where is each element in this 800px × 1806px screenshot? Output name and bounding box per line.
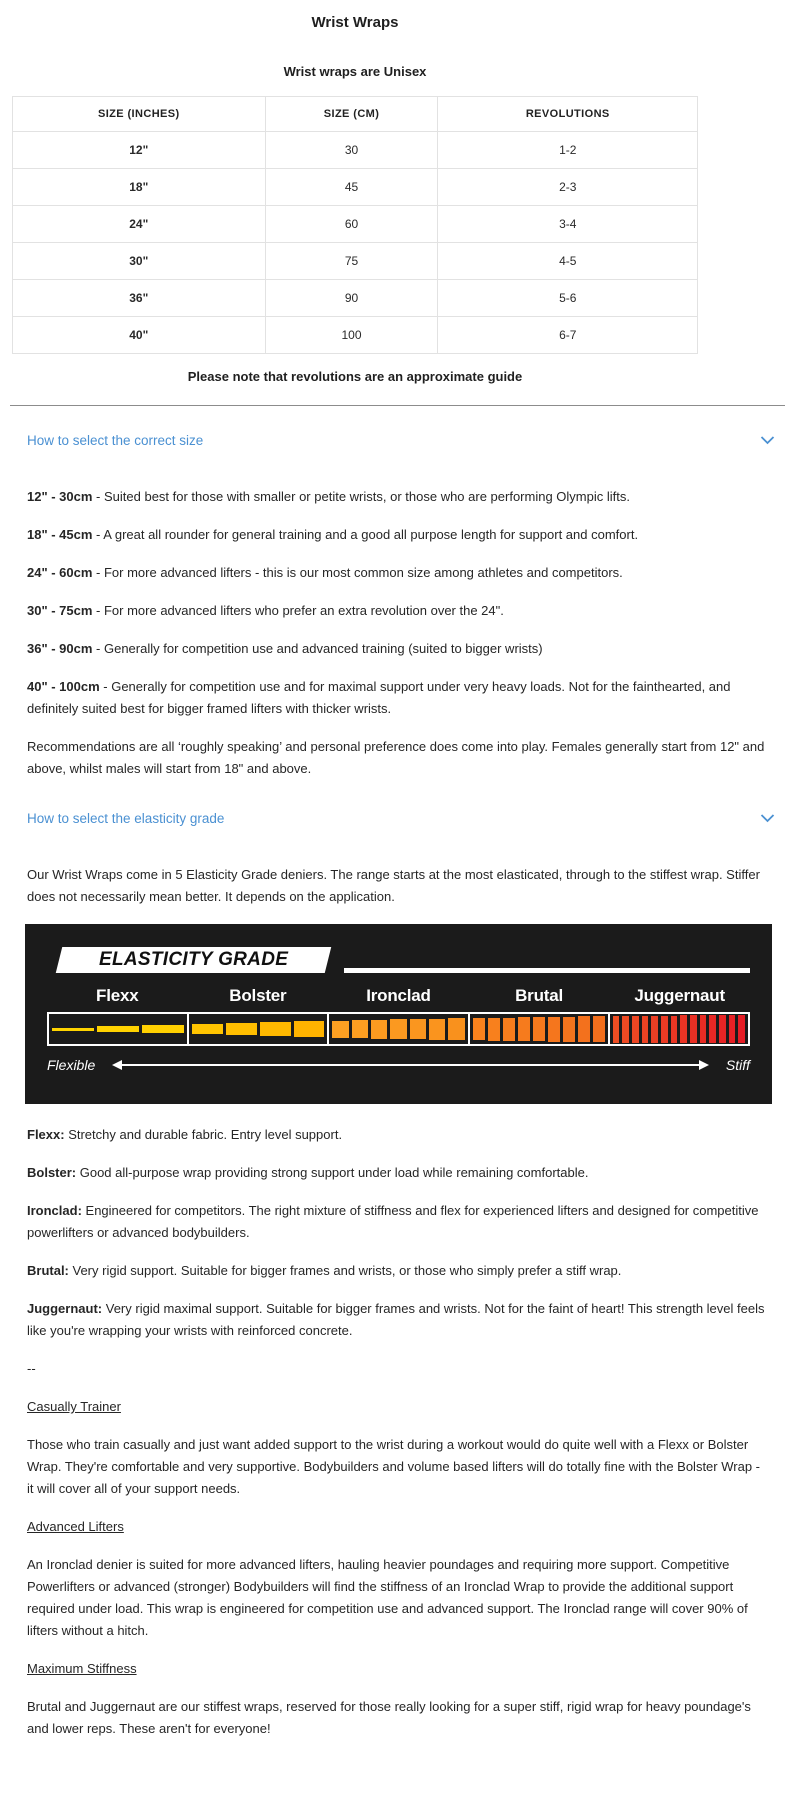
cell-revolutions: 2-3 <box>438 169 698 206</box>
divider <box>10 405 785 406</box>
size-guide-item <box>27 562 770 584</box>
grade-label-flexx: Flexx <box>96 986 139 1005</box>
elasticity-segment <box>192 1024 223 1034</box>
grade-descriptions-section <box>27 1124 770 1740</box>
grade-description <box>27 1298 770 1342</box>
accordion-label: How to select the elasticity grade <box>27 811 225 826</box>
grade-lead: Bolster: <box>27 1165 77 1180</box>
elasticity-segment <box>503 1018 515 1041</box>
grade-lead: Brutal: <box>27 1263 69 1278</box>
bar-section-juggernaut <box>608 1014 748 1044</box>
elasticity-segment <box>142 1025 184 1033</box>
grade-description <box>27 1200 770 1244</box>
elasticity-segment <box>260 1022 291 1036</box>
revolutions-note: Please note that revolutions are an approximate guide <box>187 369 523 384</box>
grade-text: Good all-purpose wrap providing strong support under load while remaining comfortable. <box>76 1165 589 1180</box>
unisex-note: Wrist wraps are Unisex <box>283 64 427 79</box>
col-header-revolutions: REVOLUTIONS <box>438 97 698 132</box>
size-guide-text: - Generally for competition use and for maximal support under very heavy loads. Not for the fainthearted, and definitely suited best for bigger framed lifters with thicker wrists. <box>27 679 731 716</box>
elasticity-segment <box>671 1016 678 1043</box>
grade-lead: Juggernaut: <box>27 1301 103 1316</box>
elasticity-segment <box>429 1019 445 1040</box>
elasticity-bar <box>47 1012 750 1046</box>
size-guide-lead: 24" - 60cm <box>27 565 93 580</box>
elasticity-segment <box>294 1021 325 1037</box>
elasticity-segment <box>533 1017 545 1041</box>
elasticity-segment <box>371 1020 387 1039</box>
double-arrow-icon <box>121 1064 700 1066</box>
cell-size-inches: 12" <box>13 132 266 169</box>
table-header-row <box>13 97 698 132</box>
elasticity-segment <box>410 1019 426 1039</box>
size-table <box>12 96 698 354</box>
elasticity-segment <box>690 1015 697 1043</box>
elasticity-segment <box>473 1018 485 1040</box>
cell-size-inches: 36" <box>13 280 266 317</box>
cell-size-inches: 30" <box>13 243 266 280</box>
accordion-correct-size[interactable] <box>27 432 775 450</box>
size-guide-text: - Suited best for those with smaller or petite wrists, or those who are performing Olympic lifts. <box>92 489 630 504</box>
table-row <box>13 280 698 317</box>
elasticity-segment <box>632 1016 639 1043</box>
size-guide-item <box>27 676 770 720</box>
stiff-label: Stiff <box>725 1057 750 1073</box>
bar-section-flexx <box>49 1014 187 1044</box>
size-guide-text: - For more advanced lifters who prefer an extra revolution over the 24". <box>92 603 504 618</box>
grade-description <box>27 1260 770 1282</box>
casually-trainer-text: Those who train casually and just want added support to the wrist during a workout would do quite well with a Flexx or Bolster Wrap. They're comfortable and very supportive. Bodybuilders and volume based lifters will do totally fine with the Bolster Wrap - it will cover all of your support needs. <box>27 1437 760 1496</box>
elasticity-segment <box>738 1015 745 1043</box>
cell-revolutions: 3-4 <box>438 206 698 243</box>
grade-text: Very rigid maximal support. Suitable for bigger frames and wrists. Not for the faint of heart! This strength level feels like you're wrapping your wrists with reinforced concrete. <box>27 1301 765 1338</box>
col-header-size-cm: SIZE (CM) <box>265 97 438 132</box>
cell-revolutions: 1-2 <box>438 132 698 169</box>
elasticity-segment <box>332 1021 348 1038</box>
table-row <box>13 206 698 243</box>
size-guide-item <box>27 486 770 508</box>
size-guide-text: - For more advanced lifters - this is our most common size among athletes and competitors. <box>92 565 623 580</box>
grade-label-juggernaut: Juggernaut <box>634 986 725 1005</box>
grade-text: Engineered for competitors. The right mixture of stiffness and flex for experienced lifters and designed for competitive powerlifters or advanced bodybuilders. <box>27 1203 759 1240</box>
cell-revolutions: 5-6 <box>438 280 698 317</box>
grade-label-brutal: Brutal <box>515 986 564 1005</box>
cell-revolutions: 6-7 <box>438 317 698 354</box>
advanced-lifters-text: An Ironclad denier is suited for more advanced lifters, hauling heavier poundages and requiring more support. Competitive Powerlifters or advanced (stronger) Bodybuilders will find the stiffness of an Ironclad Wrap to provide the additional support required under load. This wrap is engineered for competition use and advanced support. The Ironclad range will cover 90% of lifters without a hitch. <box>27 1557 748 1638</box>
elasticity-grade-ribbon <box>56 947 332 973</box>
cell-size-cm: 100 <box>265 317 438 354</box>
bar-section-ironclad <box>327 1014 467 1044</box>
cell-size-cm: 90 <box>265 280 438 317</box>
grade-label-ironclad: Ironclad <box>366 986 431 1005</box>
size-chart-block <box>12 14 698 384</box>
elasticity-segment <box>661 1016 668 1043</box>
size-recommendation: Recommendations are all ‘roughly speaking’ and personal preference does come into play. Females generally start from 12" and above, whilst males will start from 18" and above. <box>27 739 765 776</box>
elasticity-segment <box>593 1016 605 1042</box>
size-guide-lead: 30" - 75cm <box>27 603 93 618</box>
elasticity-segment <box>226 1023 257 1035</box>
elasticity-grade-banner <box>25 924 772 1104</box>
table-row <box>13 243 698 280</box>
elasticity-segment <box>729 1015 736 1043</box>
elasticity-segment <box>651 1016 658 1043</box>
elasticity-intro: Our Wrist Wraps come in 5 Elasticity Grade deniers. The range starts at the most elasticated, through to the stiffest wrap. Stiffer does not necessarily mean better. It depends on the application. <box>27 867 760 904</box>
elasticity-segment <box>352 1020 368 1038</box>
elasticity-segment <box>642 1016 649 1043</box>
cell-size-cm: 75 <box>265 243 438 280</box>
grade-description <box>27 1124 770 1146</box>
elasticity-segment <box>613 1016 620 1043</box>
chevron-down-icon <box>760 810 775 828</box>
chevron-down-icon <box>760 432 775 450</box>
size-guide-lead: 12" - 30cm <box>27 489 93 504</box>
cell-size-inches: 40" <box>13 317 266 354</box>
grade-labels-row <box>47 986 750 1006</box>
table-row <box>13 169 698 206</box>
elasticity-segment <box>448 1018 464 1040</box>
ribbon-underline <box>344 968 750 973</box>
size-guide-lead: 18" - 45cm <box>27 527 93 542</box>
bar-section-brutal <box>468 1014 608 1044</box>
elasticity-segment <box>578 1016 590 1042</box>
elasticity-segment <box>97 1026 139 1032</box>
accordion-label: How to select the correct size <box>27 433 204 448</box>
bar-section-bolster <box>187 1014 327 1044</box>
elasticity-segment <box>518 1017 530 1041</box>
size-guide-lead: 40" - 100cm <box>27 679 100 694</box>
cell-size-cm: 30 <box>265 132 438 169</box>
grade-text: Stretchy and durable fabric. Entry level support. <box>64 1127 343 1142</box>
elasticity-segment <box>719 1015 726 1043</box>
flexible-label: Flexible <box>47 1057 96 1073</box>
heading-maximum-stiffness: Maximum Stiffness <box>27 1661 137 1676</box>
elasticity-section <box>27 864 770 908</box>
grade-lead: Ironclad: <box>27 1203 82 1218</box>
heading-casually-trainer: Casually Trainer <box>27 1399 121 1414</box>
cell-size-cm: 45 <box>265 169 438 206</box>
size-guide-item <box>27 638 770 660</box>
elasticity-segment <box>709 1015 716 1043</box>
table-row <box>13 132 698 169</box>
banner-ribbon-row <box>59 947 750 973</box>
page-title: Wrist Wraps <box>311 14 399 31</box>
elasticity-segment <box>548 1017 560 1042</box>
grade-lead: Flexx: <box>27 1127 65 1142</box>
table-row <box>13 317 698 354</box>
cell-size-cm: 60 <box>265 206 438 243</box>
cell-revolutions: 4-5 <box>438 243 698 280</box>
size-guide-lead: 36" - 90cm <box>27 641 93 656</box>
elasticity-segment <box>622 1016 629 1043</box>
size-guide-text: - A great all rounder for general training and a good all purpose length for support and comfort. <box>92 527 639 542</box>
grade-text: Very rigid support. Suitable for bigger frames and wrists, or those who simply prefer a stiff wrap. <box>68 1263 622 1278</box>
elasticity-segment <box>563 1017 575 1042</box>
elasticity-segment <box>488 1018 500 1041</box>
maximum-stiffness-text: Brutal and Juggernaut are our stiffest wraps, reserved for those really looking for a super stiff, rigid wrap for heavy poundage's and lower reps. These aren't for everyone! <box>27 1699 751 1736</box>
elasticity-segment <box>52 1028 94 1031</box>
size-guide-item <box>27 524 770 546</box>
grade-description <box>27 1162 770 1184</box>
grade-label-bolster: Bolster <box>229 986 287 1005</box>
cell-size-inches: 18" <box>13 169 266 206</box>
heading-advanced-lifters: Advanced Lifters <box>27 1519 124 1534</box>
size-guide-text: - Generally for competition use and advanced training (suited to bigger wrists) <box>92 641 543 656</box>
size-guide-item <box>27 600 770 622</box>
accordion-elasticity-grade[interactable] <box>27 810 775 828</box>
banner-title: ELASTICITY GRADE <box>99 949 289 970</box>
size-guide-section <box>27 486 770 780</box>
cell-size-inches: 24" <box>13 206 266 243</box>
flexible-stiff-scale <box>47 1057 750 1073</box>
separator-text: -- <box>27 1361 36 1376</box>
elasticity-segment <box>390 1019 406 1039</box>
elasticity-segment <box>700 1015 707 1043</box>
col-header-size-inches: SIZE (INCHES) <box>13 97 266 132</box>
elasticity-segment <box>680 1015 687 1043</box>
